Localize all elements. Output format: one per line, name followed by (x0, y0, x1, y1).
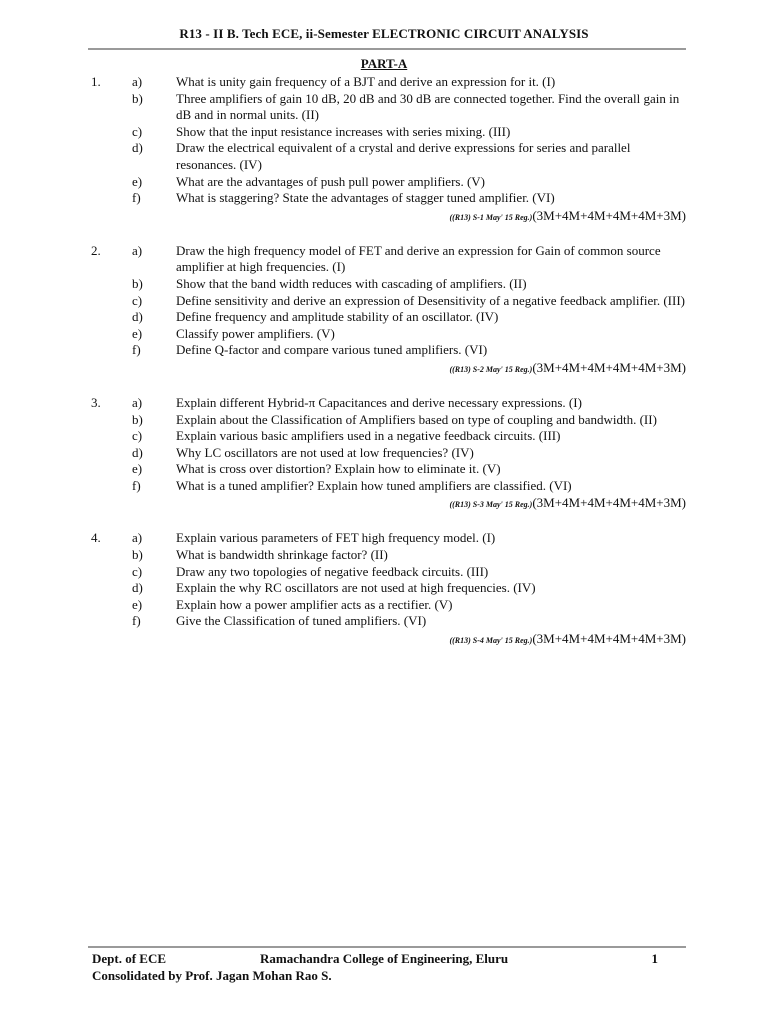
question-part (88, 74, 688, 91)
part-letter: d) (132, 580, 143, 596)
part-letter: b) (132, 275, 143, 291)
question-part (88, 243, 688, 276)
part-text: Show that the input resistance increases with series mixing. (III) (176, 123, 511, 139)
part-letter: a) (132, 242, 143, 258)
part-letter: a) (132, 530, 143, 546)
question-part (88, 309, 688, 326)
part-text: Define sensitivity and derive an expression of Desensitivity of a negative feedback amplifier. (III) (176, 292, 685, 308)
marks-line (88, 494, 688, 513)
page-header-title: R13 - II B. Tech ECE, ii-Semester ELECTRONIC CIRCUIT ANALYSIS (179, 26, 589, 41)
question-block (88, 530, 688, 649)
marks-line (88, 359, 688, 378)
question-block (88, 395, 688, 514)
part-letter: c) (132, 292, 143, 308)
part-letter: b) (132, 90, 143, 106)
part-letter: e) (132, 461, 143, 477)
part-text: Explain how a power amplifier acts as a rectifier. (V) (176, 596, 453, 612)
question-block (88, 243, 688, 378)
question-part (88, 613, 688, 630)
question-block (88, 74, 688, 226)
part-text: What is bandwidth shrinkage factor? (II) (176, 547, 388, 563)
question-part (88, 580, 688, 597)
question-part (88, 564, 688, 581)
part-text: Draw the high frequency model of FET and derive an expression for Gain of common source amplifier at high frequencies. (I) (176, 242, 661, 275)
part-text: Define frequency and amplitude stability of an oscillator. (IV) (176, 309, 499, 325)
part-text: What is staggering? State the advantages of stagger tuned amplifier. (VI) (176, 190, 555, 206)
part-text: Three amplifiers of gain 10 dB, 20 dB and 30 dB are connected together. Find the overall gain in dB and in normal units. (II) (176, 90, 680, 123)
question-list (88, 74, 688, 666)
marks-distribution: (3M+4M+4M+4M+4M+3M) (532, 495, 686, 511)
part-letter: e) (132, 173, 143, 189)
page-number: 1 (651, 951, 658, 966)
question-part (88, 547, 688, 564)
question-part (88, 461, 688, 478)
question-part (88, 530, 688, 547)
question-part (88, 342, 688, 359)
question-part (88, 276, 688, 293)
question-part (88, 124, 688, 141)
part-text: Define Q-factor and compare various tuned amplifiers. (VI) (176, 342, 488, 358)
exam-reference: ((R13) S-3 May' 15 Reg.) (449, 500, 533, 510)
part-text: Explain various basic amplifiers used in a negative feedback circuits. (III) (176, 428, 561, 444)
part-letter: e) (132, 596, 143, 612)
part-letter: f) (132, 342, 141, 358)
marks-distribution: (3M+4M+4M+4M+4M+3M) (532, 359, 686, 375)
part-letter: f) (132, 477, 141, 493)
part-letter: c) (132, 123, 143, 139)
question-number: 3. (91, 394, 101, 410)
question-number: 2. (91, 242, 101, 258)
part-text: Explain the why RC oscillators are not used at high frequencies. (IV) (176, 580, 536, 596)
marks-line (88, 630, 688, 649)
footer-consolidated: Consolidated by Prof. Jagan Mohan Rao S. (92, 968, 332, 983)
question-part (88, 445, 688, 462)
footer-divider (88, 946, 686, 948)
marks-distribution: (3M+4M+4M+4M+4M+3M) (532, 631, 686, 647)
question-part (88, 140, 688, 173)
footer-dept: Dept. of ECE (92, 951, 167, 966)
exam-reference: ((R13) S-1 May' 15 Reg.) (449, 212, 533, 222)
question-part (88, 91, 688, 124)
part-letter: c) (132, 428, 143, 444)
part-text: What are the advantages of push pull power amplifiers. (V) (176, 173, 486, 189)
part-text: Draw the electrical equivalent of a crystal and derive expressions for series and parallel resonances. (IV) (176, 140, 631, 172)
marks-distribution: (3M+4M+4M+4M+4M+3M) (532, 207, 686, 223)
part-a-heading: PART-A (360, 56, 408, 71)
part-letter: e) (132, 325, 143, 341)
part-text: Classify power amplifiers. (V) (176, 325, 335, 341)
part-letter: d) (132, 140, 143, 156)
part-letter: b) (132, 547, 143, 563)
part-text: What is a tuned amplifier? Explain how tuned amplifiers are classified. (VI) (176, 477, 572, 493)
part-text: What is cross over distortion? Explain how to eliminate it. (V) (176, 461, 501, 477)
part-letter: a) (132, 394, 143, 410)
question-number: 4. (91, 530, 101, 546)
question-part (88, 597, 688, 614)
part-text: Show that the band width reduces with cascading of amplifiers. (II) (176, 275, 527, 291)
part-letter: c) (132, 563, 143, 579)
question-part (88, 190, 688, 207)
question-number: 1. (91, 74, 101, 89)
question-part (88, 293, 688, 310)
part-letter: d) (132, 444, 143, 460)
part-letter: d) (132, 309, 143, 325)
question-part (88, 428, 688, 445)
part-letter: f) (132, 613, 141, 629)
question-part (88, 326, 688, 343)
question-part (88, 478, 688, 495)
exam-reference: ((R13) S-2 May' 15 Reg.) (449, 364, 533, 374)
part-letter: f) (132, 190, 141, 206)
part-letter: a) (132, 74, 143, 89)
marks-line (88, 207, 688, 226)
question-part (88, 395, 688, 412)
part-text: What is unity gain frequency of a BJT and derive an expression for it. (I) (176, 74, 556, 89)
part-text: Explain about the Classification of Amplifiers based on type of coupling and bandwidth. (II) (176, 411, 657, 427)
part-text: Explain various parameters of FET high frequency model. (I) (176, 530, 496, 546)
part-letter: b) (132, 411, 143, 427)
question-part (88, 174, 688, 191)
part-text: Give the Classification of tuned amplifiers. (VI) (176, 613, 427, 629)
exam-reference: ((R13) S-4 May' 15 Reg.) (449, 636, 533, 646)
footer-college: Ramachandra College of Engineering, Eluru (260, 951, 509, 966)
header-divider (88, 48, 686, 50)
part-text: Draw any two topologies of negative feedback circuits. (III) (176, 563, 489, 579)
question-part (88, 412, 688, 429)
part-text: Why LC oscillators are not used at low frequencies? (IV) (176, 444, 474, 460)
part-text: Explain different Hybrid-π Capacitances and derive necessary expressions. (I) (176, 394, 582, 410)
